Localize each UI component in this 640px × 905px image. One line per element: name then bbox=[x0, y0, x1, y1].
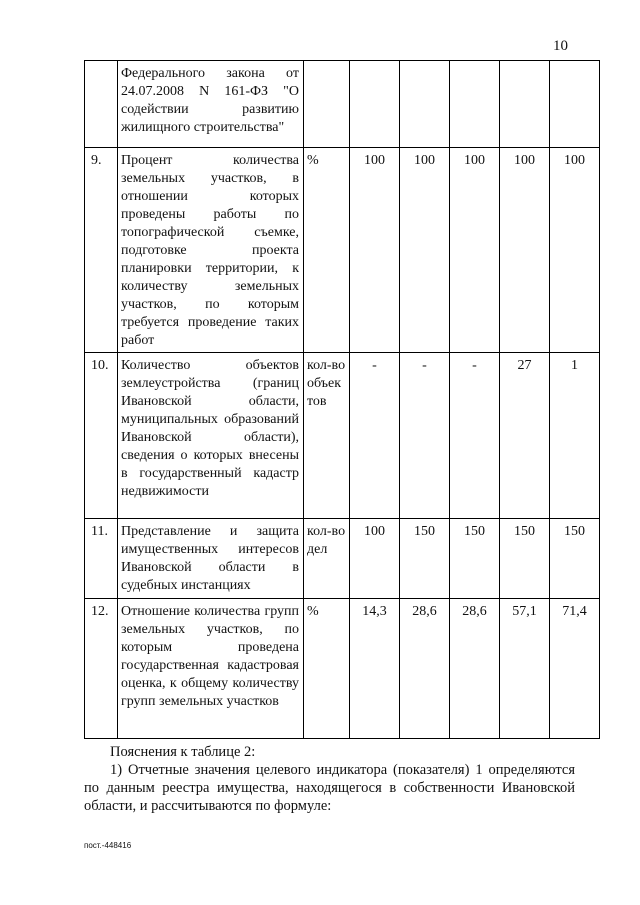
indicator-value: 100 bbox=[400, 148, 450, 353]
indicator-value bbox=[400, 61, 450, 148]
indicator-value: 100 bbox=[350, 519, 400, 599]
unit-of-measure: кол-во объектов bbox=[304, 353, 350, 519]
indicators-table bbox=[84, 60, 600, 739]
indicator-value: 71,4 bbox=[550, 599, 600, 739]
indicator-value bbox=[550, 61, 600, 148]
indicator-value: 14,3 bbox=[350, 599, 400, 739]
row-number bbox=[85, 61, 118, 148]
unit-of-measure: кол-во дел bbox=[304, 519, 350, 599]
table-row bbox=[85, 148, 600, 353]
indicator-value: 57,1 bbox=[500, 599, 550, 739]
table-row bbox=[85, 599, 600, 739]
table-notes bbox=[84, 743, 575, 815]
indicator-value: 100 bbox=[450, 148, 500, 353]
row-number: 9. bbox=[85, 148, 118, 353]
indicator-value bbox=[350, 61, 400, 148]
row-number: 12. bbox=[85, 599, 118, 739]
indicator-value: - bbox=[450, 353, 500, 519]
footer-doc-id: пост.-448416 bbox=[84, 841, 132, 850]
indicator-value: 100 bbox=[550, 148, 600, 353]
row-number: 10. bbox=[85, 353, 118, 519]
indicator-value: 150 bbox=[400, 519, 450, 599]
notes-item-1: 1) Отчетные значения целевого индикатора (показателя) 1 определяются по данным реестра имущества, находящегося в собственности Ивановской области, и рассчитываются по формуле: bbox=[84, 762, 575, 814]
indicator-value: 1 bbox=[550, 353, 600, 519]
indicator-value: 28,6 bbox=[400, 599, 450, 739]
indicator-name: Процент количества земельных участков, в отношении которых проведены работы по топографической съемке, подготовке проекта планировки территории, к количеству земельных участков, по которым требуется проведение таких работ bbox=[118, 148, 304, 353]
indicator-value: 150 bbox=[450, 519, 500, 599]
indicator-name: Представление и защита имущественных интересов Ивановской области в судебных инстанциях bbox=[118, 519, 304, 599]
indicator-value: 150 bbox=[550, 519, 600, 599]
row-number: 11. bbox=[85, 519, 118, 599]
indicator-value: 100 bbox=[500, 148, 550, 353]
indicator-name: Количество объектов землеустройства (границ Ивановской области, муниципальных образований Ивановской области), сведения о которых внесены в государственный кадастр недвижимости bbox=[118, 353, 304, 519]
indicator-value: 150 bbox=[500, 519, 550, 599]
indicator-value: - bbox=[350, 353, 400, 519]
table-row bbox=[85, 61, 600, 148]
indicator-name: Отношение количества групп земельных участков, по которым проведена государственная кадастровая оценка, к общему количеству групп земельных участков bbox=[118, 599, 304, 739]
unit-of-measure bbox=[304, 61, 350, 148]
page-number: 10 bbox=[553, 38, 568, 54]
indicator-name: Федерального закона от 24.07.2008 N 161-ФЗ "О содействии развитию жилищного строительства" bbox=[118, 61, 304, 148]
indicator-value: - bbox=[400, 353, 450, 519]
indicator-value bbox=[500, 61, 550, 148]
indicator-value: 27 bbox=[500, 353, 550, 519]
unit-of-measure: % bbox=[304, 148, 350, 353]
indicator-value: 100 bbox=[350, 148, 400, 353]
table-row bbox=[85, 353, 600, 519]
indicator-value bbox=[450, 61, 500, 148]
table-row bbox=[85, 519, 600, 599]
unit-of-measure: % bbox=[304, 599, 350, 739]
notes-title: Пояснения к таблице 2: bbox=[110, 744, 256, 760]
indicator-value: 28,6 bbox=[450, 599, 500, 739]
